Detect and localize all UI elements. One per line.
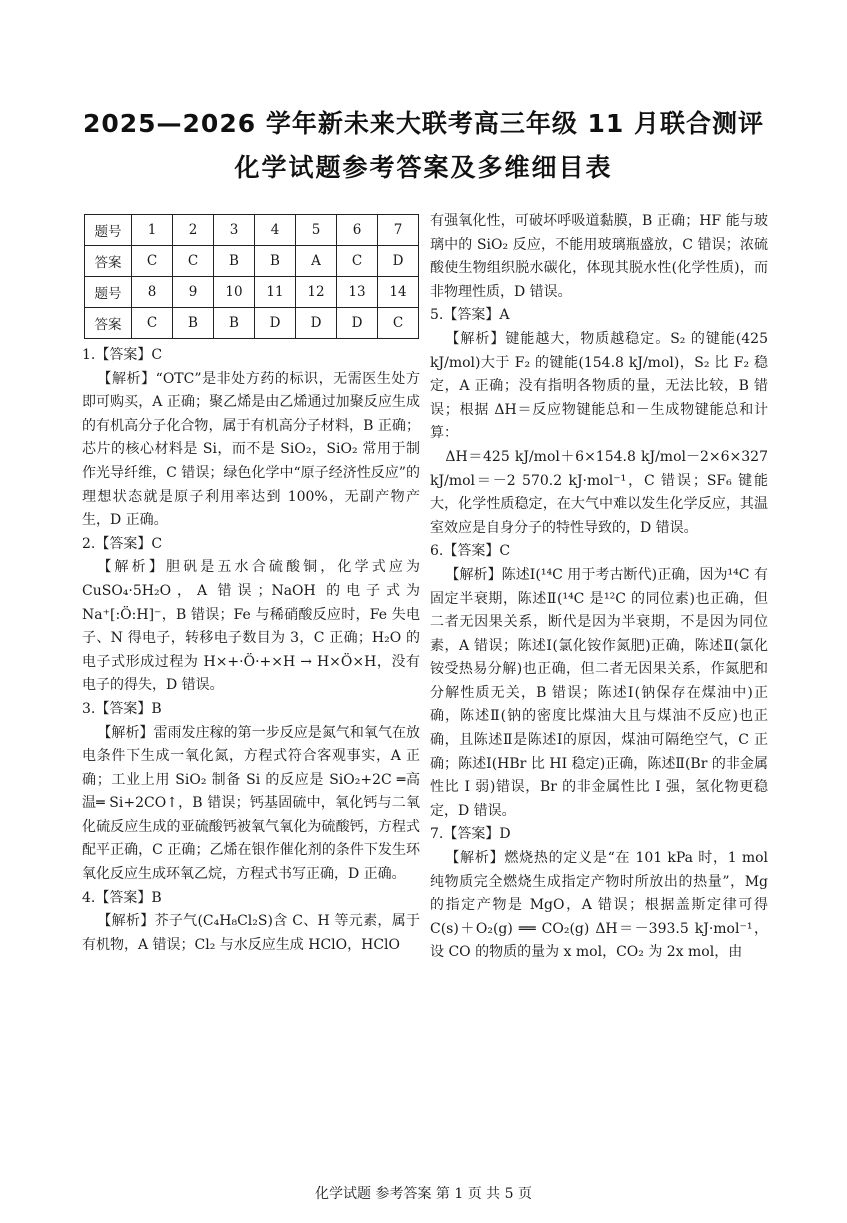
question-answer-heading: 2.【答案】C — [82, 535, 163, 552]
explanation-paragraph: 【解析】陈述Ⅰ(¹⁴C 用于考古断代)正确，因为¹⁴C 有固定半衰期，陈述Ⅱ(¹⁴C 是¹²C 的同位素)也正确，但二者无因果关系，断代是因为半衰期，不是因为同位素，A 错误；陈述Ⅰ(氯化铵作氮肥)正确，陈述Ⅱ(氯化铵受热易分解)也正确，但二者无因果关系，作氮肥和分解性质无关，B 错误；陈述Ⅰ(钠保存在煤油中)正确，陈述Ⅱ(钠的密度比煤油大且与煤油不反应)也正确，且陈述Ⅱ是陈述Ⅰ的原因，煤油可隔绝空气，C 正确；陈述Ⅰ(HBr 比 HI 稳定)正确，陈述Ⅱ(Br 的非金属性比 I 弱)错误，Br 的非金属性比 I 强，氢化物更稳定，D 错误。 — [430, 566, 768, 819]
answer-table-cell: A — [296, 246, 337, 277]
explanation-paragraph: 【解析】燃烧热的定义是“在 101 kPa 时，1 mol 纯物质完全燃烧生成指定产物时所放出的热量”，Mg 的指定产物是 MgO，A 错误；根据盖斯定律可得 C(s)＋O₂(g) ══ CO₂(g) ΔH＝－393.5 kJ·mol⁻¹，设 CO 的物质的量为 x mol，CO₂ 为 2x mol，由 — [430, 850, 768, 961]
answer-table-cell: C — [132, 308, 173, 339]
answer-table-cell: 12 — [296, 277, 337, 308]
explanation-paragraph: ΔH＝425 kJ/mol＋6×154.8 kJ/mol－2×6×327 kJ/mol＝－2 570.2 kJ·mol⁻¹，C 错误；SF₆ 键能大，化学性质稳定，在大气中难以发生化学反应，其温室效应是自身分子的特性导致的，D 错误。 — [430, 448, 768, 536]
answer-table-cell: 13 — [337, 277, 378, 308]
question-answer-heading: 5.【答案】A — [430, 307, 510, 324]
answer-table-header-cell: 题号 — [85, 215, 132, 246]
page-footer: 化学试题 参考答案 第 1 页 共 5 页 — [315, 1186, 532, 1202]
right-column — [430, 210, 768, 965]
answer-table-header-cell: 答案 — [85, 246, 132, 277]
document-title: 2025—2026 学年新未来大联考高三年级 11 月联合测评 — [82, 109, 765, 138]
answer-table — [84, 214, 419, 339]
answer-table-cell: C — [378, 308, 419, 339]
answer-table-row — [85, 308, 419, 339]
answer-table-cell: D — [296, 308, 337, 339]
explanation-paragraph: 【解析】“OTC”是非处方药的标识，无需医生处方即可购买，A 正确；聚乙烯是由乙烯通过加聚反应生成的有机高分子化合物，属于有机高分子材料，B 正确；芯片的核心材料是 Si，而不是 SiO₂，SiO₂ 常用于制作光导纤维，C 错误；绿色化学中“原子经济性反应”的理想状态就是原子利用率达到 100%，无副产物产生，D 正确。 — [82, 370, 420, 529]
answer-table-row — [85, 215, 419, 246]
answer-table-cell: D — [255, 308, 296, 339]
answer-table-header-cell: 答案 — [85, 308, 132, 339]
explanation-paragraph: 【解析】键能越大，物质越稳定。S₂ 的键能(425 kJ/mol)大于 F₂ 的键能(154.8 kJ/mol)，S₂ 比 F₂ 稳定，A 正确；没有指明各物质的量，无法比较，B 错误；根据 ΔH＝反应物键能总和－生成物键能总和计算： — [430, 330, 768, 442]
answer-table-row — [85, 277, 419, 308]
answer-table-cell: 4 — [255, 215, 296, 246]
answer-table-cell: 7 — [378, 215, 419, 246]
question-answer-heading: 6.【答案】C — [430, 543, 511, 560]
answer-table-cell: B — [214, 308, 255, 339]
question-answer-heading: 1.【答案】C — [82, 347, 163, 363]
answer-table-cell: 3 — [214, 215, 255, 246]
answer-table-cell: 10 — [214, 277, 255, 308]
answer-table-header-cell: 题号 — [85, 277, 132, 308]
question-answer-heading: 3.【答案】B — [82, 700, 162, 717]
question-answer-heading: 4.【答案】B — [82, 889, 162, 906]
answer-table-cell: B — [214, 246, 255, 277]
answer-table-cell: D — [337, 308, 378, 339]
explanation-paragraph: 有强氧化性，可破坏呼吸道黏膜，B 正确；HF 能与玻璃中的 SiO₂ 反应，不能用玻璃瓶盛放，C 错误；浓硫酸使生物组织脱水碳化，体现其脱水性(化学性质)，而非物理性质，D 错误。 — [430, 213, 768, 300]
explanation-paragraph: 【解析】芥子气(C₄H₈Cl₂S)含 C、H 等元素，属于有机物，A 错误；Cl₂ 与水反应生成 HClO，HClO — [82, 913, 420, 953]
answer-table-cell: C — [337, 246, 378, 277]
answer-table-cell: 14 — [378, 277, 419, 308]
answer-table-row — [85, 246, 419, 277]
answer-table-cell: C — [132, 246, 173, 277]
answer-table-cell: C — [173, 246, 214, 277]
answer-table-cell: 2 — [173, 215, 214, 246]
answer-table-cell: 8 — [132, 277, 173, 308]
question-answer-heading: 7.【答案】D — [430, 826, 511, 843]
answer-table-cell: B — [255, 246, 296, 277]
answer-table-cell: B — [173, 308, 214, 339]
left-column — [82, 344, 420, 957]
answer-table-cell: 9 — [173, 277, 214, 308]
answer-table-cell: 6 — [337, 215, 378, 246]
answer-table-cell: D — [378, 246, 419, 277]
explanation-paragraph: 【解析】胆矾是五水合硫酸铜，化学式应为 CuSO₄·5H₂O，A 错误；NaOH 的电子式为 Na⁺[:Ö:H]⁻，B 错误；Fe 与稀硝酸反应时，Fe 失电子、N 得电子，转移电子数目为 3，C 正确；H₂O 的电子式形成过程为 H×+·Ö·+×H → H×Ö×H，没有电子的得失，D 错误。 — [82, 559, 420, 694]
explanation-paragraph: 【解析】雷雨发庄稼的第一步反应是氮气和氧气在放电条件下生成一氧化氮，方程式符合客观事实，A 正确；工业上用 SiO₂ 制备 Si 的反应是 SiO₂+2C ═高温═ Si+2CO↑，B 错误；钙基固硫中，氧化钙与二氧化硫反应生成的亚硫酸钙被氧气氧化为硫酸钙，方程式配平正确，C 正确；乙烯在银作催化剂的条件下发生环氧化反应生成环氧乙烷，方程式书写正确，D 正确。 — [82, 724, 420, 883]
answer-table-cell: 1 — [132, 215, 173, 246]
document-subtitle: 化学试题参考答案及多维细目表 — [234, 153, 613, 182]
answer-table-cell: 11 — [255, 277, 296, 308]
answer-table-cell: 5 — [296, 215, 337, 246]
